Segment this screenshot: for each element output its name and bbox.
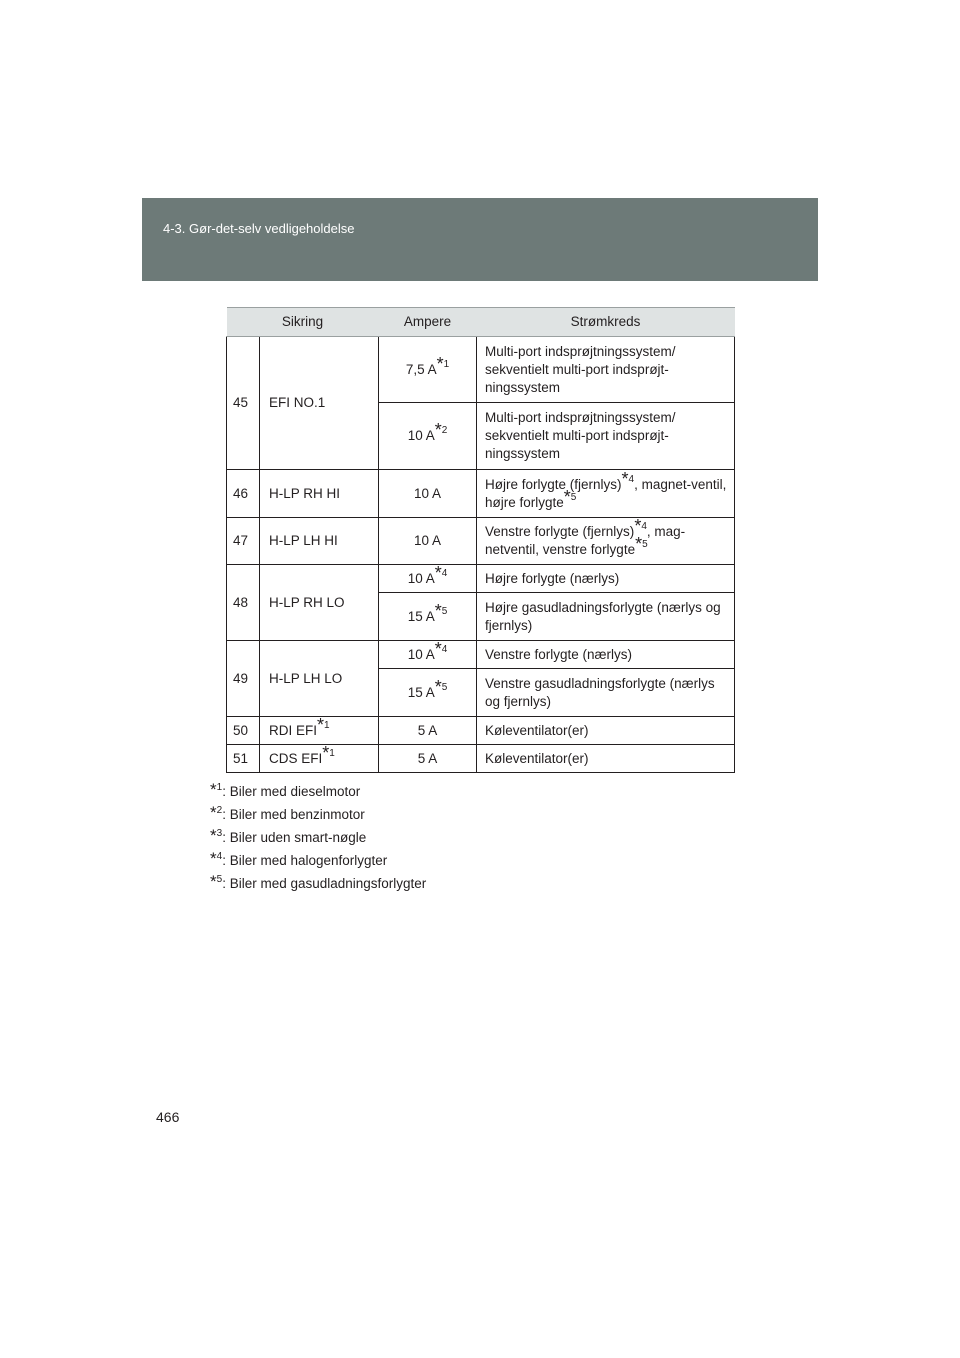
circuit-cell: Venstre gasudladningsforlygte (nærlys og fjernlys)	[477, 669, 735, 717]
fuse-name: H-LP RH LO	[260, 565, 379, 641]
fuse-name: EFI NO.1	[260, 337, 379, 470]
fuse-number: 49	[227, 641, 260, 717]
ampere-cell: 15 A*$^5$	[379, 669, 477, 717]
table-row	[227, 745, 735, 773]
ampere-cell: 5 A	[379, 717, 477, 745]
table-row	[227, 565, 735, 593]
circuit-cell: Køleventilator(er)	[477, 717, 735, 745]
fuse-number: 48	[227, 565, 260, 641]
fuse-name: H-LP RH HI	[260, 470, 379, 518]
ampere-cell: 5 A	[379, 745, 477, 773]
ampere-cell: 15 A*$^5$	[379, 593, 477, 641]
circuit-cell: Køleventilator(er)	[477, 745, 735, 773]
circuit-cell: Venstre forlygte (nærlys)	[477, 641, 735, 669]
fuse-name: CDS EFI*$^1$	[260, 745, 379, 773]
footnotes	[210, 781, 426, 896]
circuit-cell: Venstre forlygte (fjernlys)*$^4$, mag-netventil, venstre forlygte*$^5$	[477, 518, 735, 565]
circuit-cell: Multi-port indsprøjtningssystem/ sekventielt multi-port indsprøjt-ningssystem	[477, 337, 735, 403]
ampere-cell: 10 A*$^4$	[379, 565, 477, 593]
column-header-fuse: Sikring	[227, 308, 379, 337]
table-header-row	[227, 308, 735, 337]
table-row	[227, 337, 735, 403]
ampere-cell: 10 A*$^2$	[379, 403, 477, 470]
footnote: *$^1$: Biler med dieselmotor	[210, 780, 361, 799]
fuse-number: 47	[227, 518, 260, 565]
footnote: *$^4$: Biler med halogenforlygter	[210, 849, 388, 868]
fuse-number: 45	[227, 337, 260, 470]
footnote: *$^2$: Biler med benzinmotor	[210, 803, 365, 822]
fuse-number: 50	[227, 717, 260, 745]
table-row	[227, 717, 735, 745]
ampere-cell: 10 A*$^4$	[379, 641, 477, 669]
column-header-ampere: Ampere	[379, 308, 477, 337]
ampere-cell: 10 A	[379, 518, 477, 565]
fuse-number: 46	[227, 470, 260, 518]
fuse-name: RDI EFI*$^1$	[260, 717, 379, 745]
fuse-table	[226, 307, 735, 773]
table-row	[227, 641, 735, 669]
fuse-number: 51	[227, 745, 260, 773]
section-title: 4-3. Gør-det-selv vedligeholdelse	[163, 221, 355, 236]
circuit-cell: Multi-port indsprøjtningssystem/ sekventielt multi-port indsprøjt-ningssystem	[477, 403, 735, 470]
ampere-cell: 7,5 A*$^1$	[379, 337, 477, 403]
fuse-name: H-LP LH LO	[260, 641, 379, 717]
column-header-circuit: Strømkreds	[477, 308, 735, 337]
fuse-name: H-LP LH HI	[260, 518, 379, 565]
circuit-cell: Højre gasudladningsforlygte (nærlys og fjernlys)	[477, 593, 735, 641]
circuit-cell: Højre forlygte (fjernlys)*$^4$, magnet-ventil, højre forlygte*$^5$	[477, 470, 735, 518]
page-number: 466	[156, 1109, 180, 1125]
table-row	[227, 470, 735, 518]
section-header-band	[142, 198, 818, 281]
ampere-cell: 10 A	[379, 470, 477, 518]
table-row	[227, 518, 735, 565]
footnote: *$^5$: Biler med gasudladningsforlygter	[210, 872, 427, 891]
footnote: *$^3$: Biler uden smart-nøgle	[210, 826, 367, 845]
circuit-cell: Højre forlygte (nærlys)	[477, 565, 735, 593]
